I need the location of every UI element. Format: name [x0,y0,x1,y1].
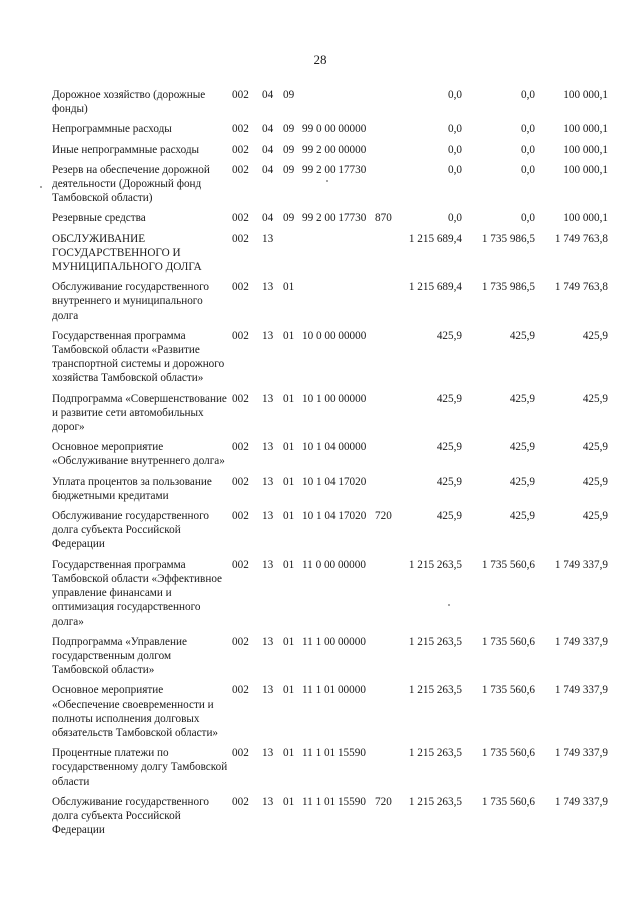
row-ved: 002 [232,558,249,571]
row-target-article: 99 2 00 17730 [302,212,367,225]
row-section: 13 [262,747,274,760]
row-ved: 002 [232,795,249,808]
row-subsection: 01 [283,510,295,523]
row-amount-year3: 100 000,1 [563,212,608,225]
row-subsection: 09 [283,143,295,156]
row-amount-year1: 425,9 [436,441,462,454]
row-subsection: 01 [283,281,295,294]
row-section: 13 [262,684,274,697]
row-section: 13 [262,329,274,342]
row-name: Непрограммные расходы [52,123,172,136]
row-section: 04 [262,123,274,136]
row-subsection: 09 [283,123,295,136]
row-ved: 002 [232,329,249,342]
row-name: Обслуживание государственного долга субъекта Российской Федерации [52,795,209,837]
row-amount-year2: 1 735 560,6 [481,635,535,648]
row-section: 04 [262,212,274,225]
table-row [0,122,640,142]
row-amount-year1: 1 215 263,5 [408,747,462,760]
row-amount-year2: 0,0 [521,89,535,101]
row-section: 13 [262,441,274,454]
row-amount-year1: 0,0 [448,89,462,101]
table-row [0,88,640,122]
row-section: 13 [262,558,274,571]
row-ved: 002 [232,747,249,760]
row-target-article: 11 1 01 00000 [302,684,366,697]
row-name: Обслуживание государственного внутреннего и муниципального долга [52,281,209,322]
row-ved: 002 [232,635,249,648]
row-amount-year1: 1 215 263,5 [408,558,462,571]
table-row [0,509,640,558]
row-ved: 002 [232,232,249,245]
row-name: Подпрограмма «Управление государственным долгом Тамбовской области» [52,635,187,677]
row-amount-year3: 425,9 [582,392,608,405]
row-amount-year3: 1 749 337,9 [554,795,608,808]
scan-speck [40,186,42,188]
row-subsection: 09 [283,89,295,101]
row-amount-year3: 1 749 763,8 [554,232,608,245]
row-expense-type: 720 [375,795,392,808]
row-amount-year1: 0,0 [448,212,462,225]
row-amount-year1: 1 215 263,5 [408,635,462,648]
row-ved: 002 [232,89,249,101]
row-amount-year1: 0,0 [448,143,462,156]
row-ved: 002 [232,163,249,176]
row-target-article: 10 1 04 17020 [302,475,367,488]
table-row [0,440,640,474]
row-target-article: 10 0 00 00000 [302,329,367,342]
budget-table [0,88,640,843]
row-amount-year1: 1 215 263,5 [408,795,462,808]
row-ved: 002 [232,123,249,136]
row-ved: 002 [232,684,249,697]
row-name: Резерв на обеспечение дорожной деятельности (Дорожный фонд Тамбовской области) [52,163,210,205]
table-row [0,143,640,163]
row-amount-year1: 425,9 [436,475,462,488]
table-row [0,795,640,844]
row-target-article: 11 1 01 15590 [302,747,366,760]
row-ved: 002 [232,392,249,405]
row-amount-year3: 425,9 [582,441,608,454]
table-row [0,163,640,212]
row-amount-year3: 425,9 [582,329,608,342]
row-amount-year1: 1 215 263,5 [408,684,462,697]
row-amount-year1: 0,0 [448,163,462,176]
row-ved: 002 [232,143,249,156]
row-section: 13 [262,795,274,808]
row-section: 13 [262,281,274,294]
scan-speck [448,604,450,606]
page-number: 28 [313,52,327,67]
row-amount-year2: 1 735 560,6 [481,747,535,760]
row-amount-year3: 1 749 337,9 [554,684,608,697]
row-target-article: 99 2 00 00000 [302,143,367,156]
row-amount-year2: 1 735 986,5 [481,281,535,294]
row-amount-year2: 425,9 [509,392,535,405]
row-amount-year2: 0,0 [521,123,535,136]
row-subsection: 01 [283,558,295,571]
row-amount-year3: 100 000,1 [563,123,608,136]
row-section: 13 [262,475,274,488]
table-row [0,635,640,684]
row-target-article: 11 1 01 15590 [302,795,366,808]
row-target-article: 10 1 00 00000 [302,392,367,405]
row-section: 04 [262,163,274,176]
row-amount-year2: 0,0 [521,163,535,176]
table-row [0,746,640,795]
row-target-article: 10 1 04 17020 [302,510,367,523]
row-amount-year3: 425,9 [582,475,608,488]
row-amount-year3: 1 749 337,9 [554,635,608,648]
row-amount-year2: 1 735 560,6 [481,795,535,808]
row-amount-year2: 0,0 [521,212,535,225]
row-subsection: 01 [283,392,295,405]
row-section: 04 [262,143,274,156]
row-section: 13 [262,510,274,523]
row-ved: 002 [232,475,249,488]
row-subsection: 09 [283,212,295,225]
row-name: Обслуживание государственного долга субъекта Российской Федерации [52,510,209,551]
row-section: 04 [262,89,274,101]
row-amount-year3: 1 749 337,9 [554,747,608,760]
table-row [0,683,640,746]
row-target-article: 99 0 00 00000 [302,123,367,136]
row-target-article: 11 0 00 00000 [302,558,366,571]
row-subsection: 01 [283,475,295,488]
table-row [0,232,640,281]
row-name: Государственная программа Тамбовской области «Эффективное управление финансами и оптимизация государственного долга» [52,558,223,628]
row-target-article: 11 1 00 00000 [302,635,366,648]
row-ved: 002 [232,510,249,523]
scan-speck [326,180,328,182]
row-ved: 002 [232,281,249,294]
row-target-article: 10 1 04 00000 [302,441,367,454]
row-expense-type: 720 [375,510,392,523]
row-name: Процентные платежи по государственному долгу Тамбовской области [52,747,228,788]
table-row [0,558,640,635]
row-name: Дорожное хозяйство (дорожные фонды) [52,89,206,116]
row-subsection: 01 [283,747,295,760]
row-name: Основное мероприятие «Обслуживание внутреннего долга» [52,441,225,468]
row-amount-year1: 425,9 [436,510,462,523]
row-ved: 002 [232,212,249,225]
row-amount-year1: 0,0 [448,123,462,136]
row-name: Основное мероприятие «Обеспечение своевременности и полноты исполнения долговых обязательств Тамбовской области» [52,684,219,739]
row-subsection: 01 [283,329,295,342]
row-section: 13 [262,392,274,405]
row-ved: 002 [232,441,249,454]
row-amount-year2: 425,9 [509,329,535,342]
row-name: ОБСЛУЖИВАНИЕ ГОСУДАРСТВЕННОГО И МУНИЦИПАЛЬНОГО ДОЛГА [52,232,202,274]
row-amount-year1: 425,9 [436,392,462,405]
row-name: Иные непрограммные расходы [52,143,200,156]
row-name: Подпрограмма «Совершенствование и развитие сети автомобильных дорог» [52,392,227,434]
row-amount-year2: 1 735 560,6 [481,684,535,697]
row-amount-year1: 1 215 689,4 [408,281,462,294]
row-amount-year2: 0,0 [521,143,535,156]
row-name: Уплата процентов за пользование бюджетными кредитами [52,475,212,502]
row-name: Государственная программа Тамбовской области «Развитие транспортной системы и дорожного хозяйства Тамбовской области» [52,329,225,385]
table-row [0,280,640,329]
row-section: 13 [262,635,274,648]
row-amount-year3: 1 749 337,9 [554,558,608,571]
row-subsection: 01 [283,795,295,808]
row-amount-year2: 425,9 [509,441,535,454]
row-section: 13 [262,232,274,245]
table-row [0,475,640,509]
row-amount-year3: 100 000,1 [563,163,608,176]
row-amount-year2: 1 735 986,5 [481,232,535,245]
row-amount-year1: 1 215 689,4 [408,232,462,245]
row-amount-year3: 100 000,1 [563,89,608,101]
table-row [0,392,640,441]
row-subsection: 01 [283,684,295,697]
row-name: Резервные средства [52,212,146,225]
row-amount-year2: 1 735 560,6 [481,558,535,571]
table-row [0,329,640,392]
row-subsection: 01 [283,441,295,454]
row-amount-year3: 425,9 [582,510,608,523]
row-amount-year2: 425,9 [509,510,535,523]
row-amount-year2: 425,9 [509,475,535,488]
row-subsection: 09 [283,163,295,176]
row-subsection: 01 [283,635,295,648]
table-row [0,211,640,231]
row-amount-year3: 1 749 763,8 [554,281,608,294]
row-target-article: 99 2 00 17730 [302,163,367,176]
row-amount-year1: 425,9 [436,329,462,342]
row-amount-year3: 100 000,1 [563,143,608,156]
row-expense-type: 870 [375,212,392,225]
